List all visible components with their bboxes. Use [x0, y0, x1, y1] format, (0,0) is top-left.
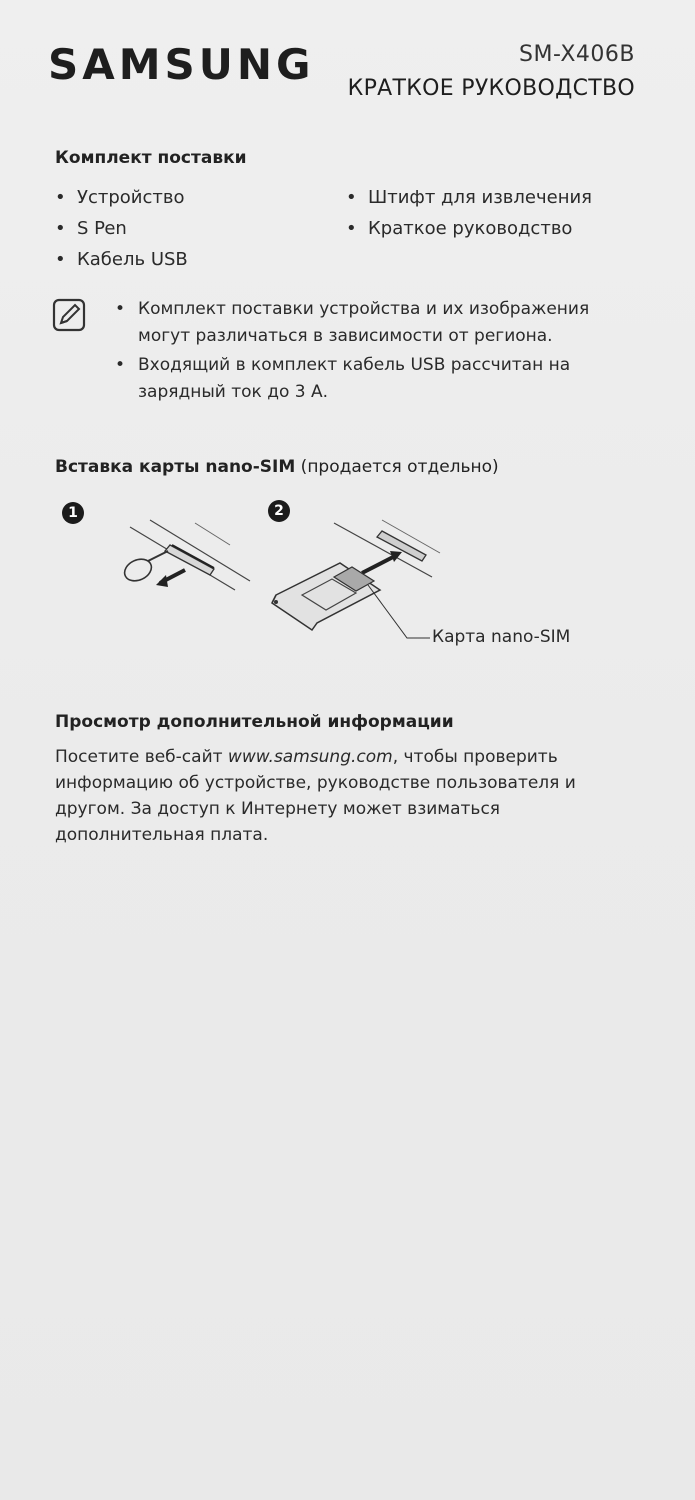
- info-heading: Просмотр дополнительной информации: [55, 712, 454, 732]
- model-number: SM-X406B: [519, 42, 635, 67]
- package-list-left: [55, 182, 315, 275]
- samsung-logo: SAMSUNG: [48, 40, 315, 89]
- info-paragraph: [55, 744, 615, 848]
- package-list-right: [346, 182, 646, 244]
- sim-heading-bold: Вставка карты nano-SIM: [55, 457, 296, 477]
- list-item: • Устройство: [55, 182, 315, 213]
- step-1-badge: 1: [62, 502, 84, 524]
- sim-insert-illustration: [262, 515, 462, 645]
- info-text-start: Посетите веб-сайт: [55, 747, 228, 767]
- website-link[interactable]: www.samsung.com: [227, 747, 393, 767]
- package-heading: Комплект поставки: [55, 148, 247, 168]
- note-pencil-icon: [52, 298, 86, 332]
- note-item: • Входящий в комплект кабель USB рассчитан на зарядный ток до 3 А.: [115, 352, 635, 406]
- note-item: • Комплект поставки устройства и их изображения могут различаться в зависимости от региона.: [115, 296, 635, 350]
- list-item: • Кабель USB: [55, 244, 315, 275]
- package-notes: [115, 296, 635, 408]
- list-item: • S Pen: [55, 213, 315, 244]
- document-title: КРАТКОЕ РУКОВОДСТВО: [347, 76, 635, 101]
- info-text-end: , чтобы проверить информацию об устройстве, руководстве пользователя и другом. За доступ к Интернету может взиматься дополнительная плата.: [55, 747, 576, 845]
- sim-eject-illustration: [110, 515, 260, 610]
- sim-heading: [55, 457, 499, 477]
- list-item: • Краткое руководство: [346, 213, 646, 244]
- list-item: • Штифт для извлечения: [346, 182, 646, 213]
- nano-sim-callout: Карта nano-SIM: [432, 627, 571, 647]
- step-2-badge: 2: [268, 500, 290, 522]
- sim-heading-note: (продается отдельно): [295, 457, 499, 477]
